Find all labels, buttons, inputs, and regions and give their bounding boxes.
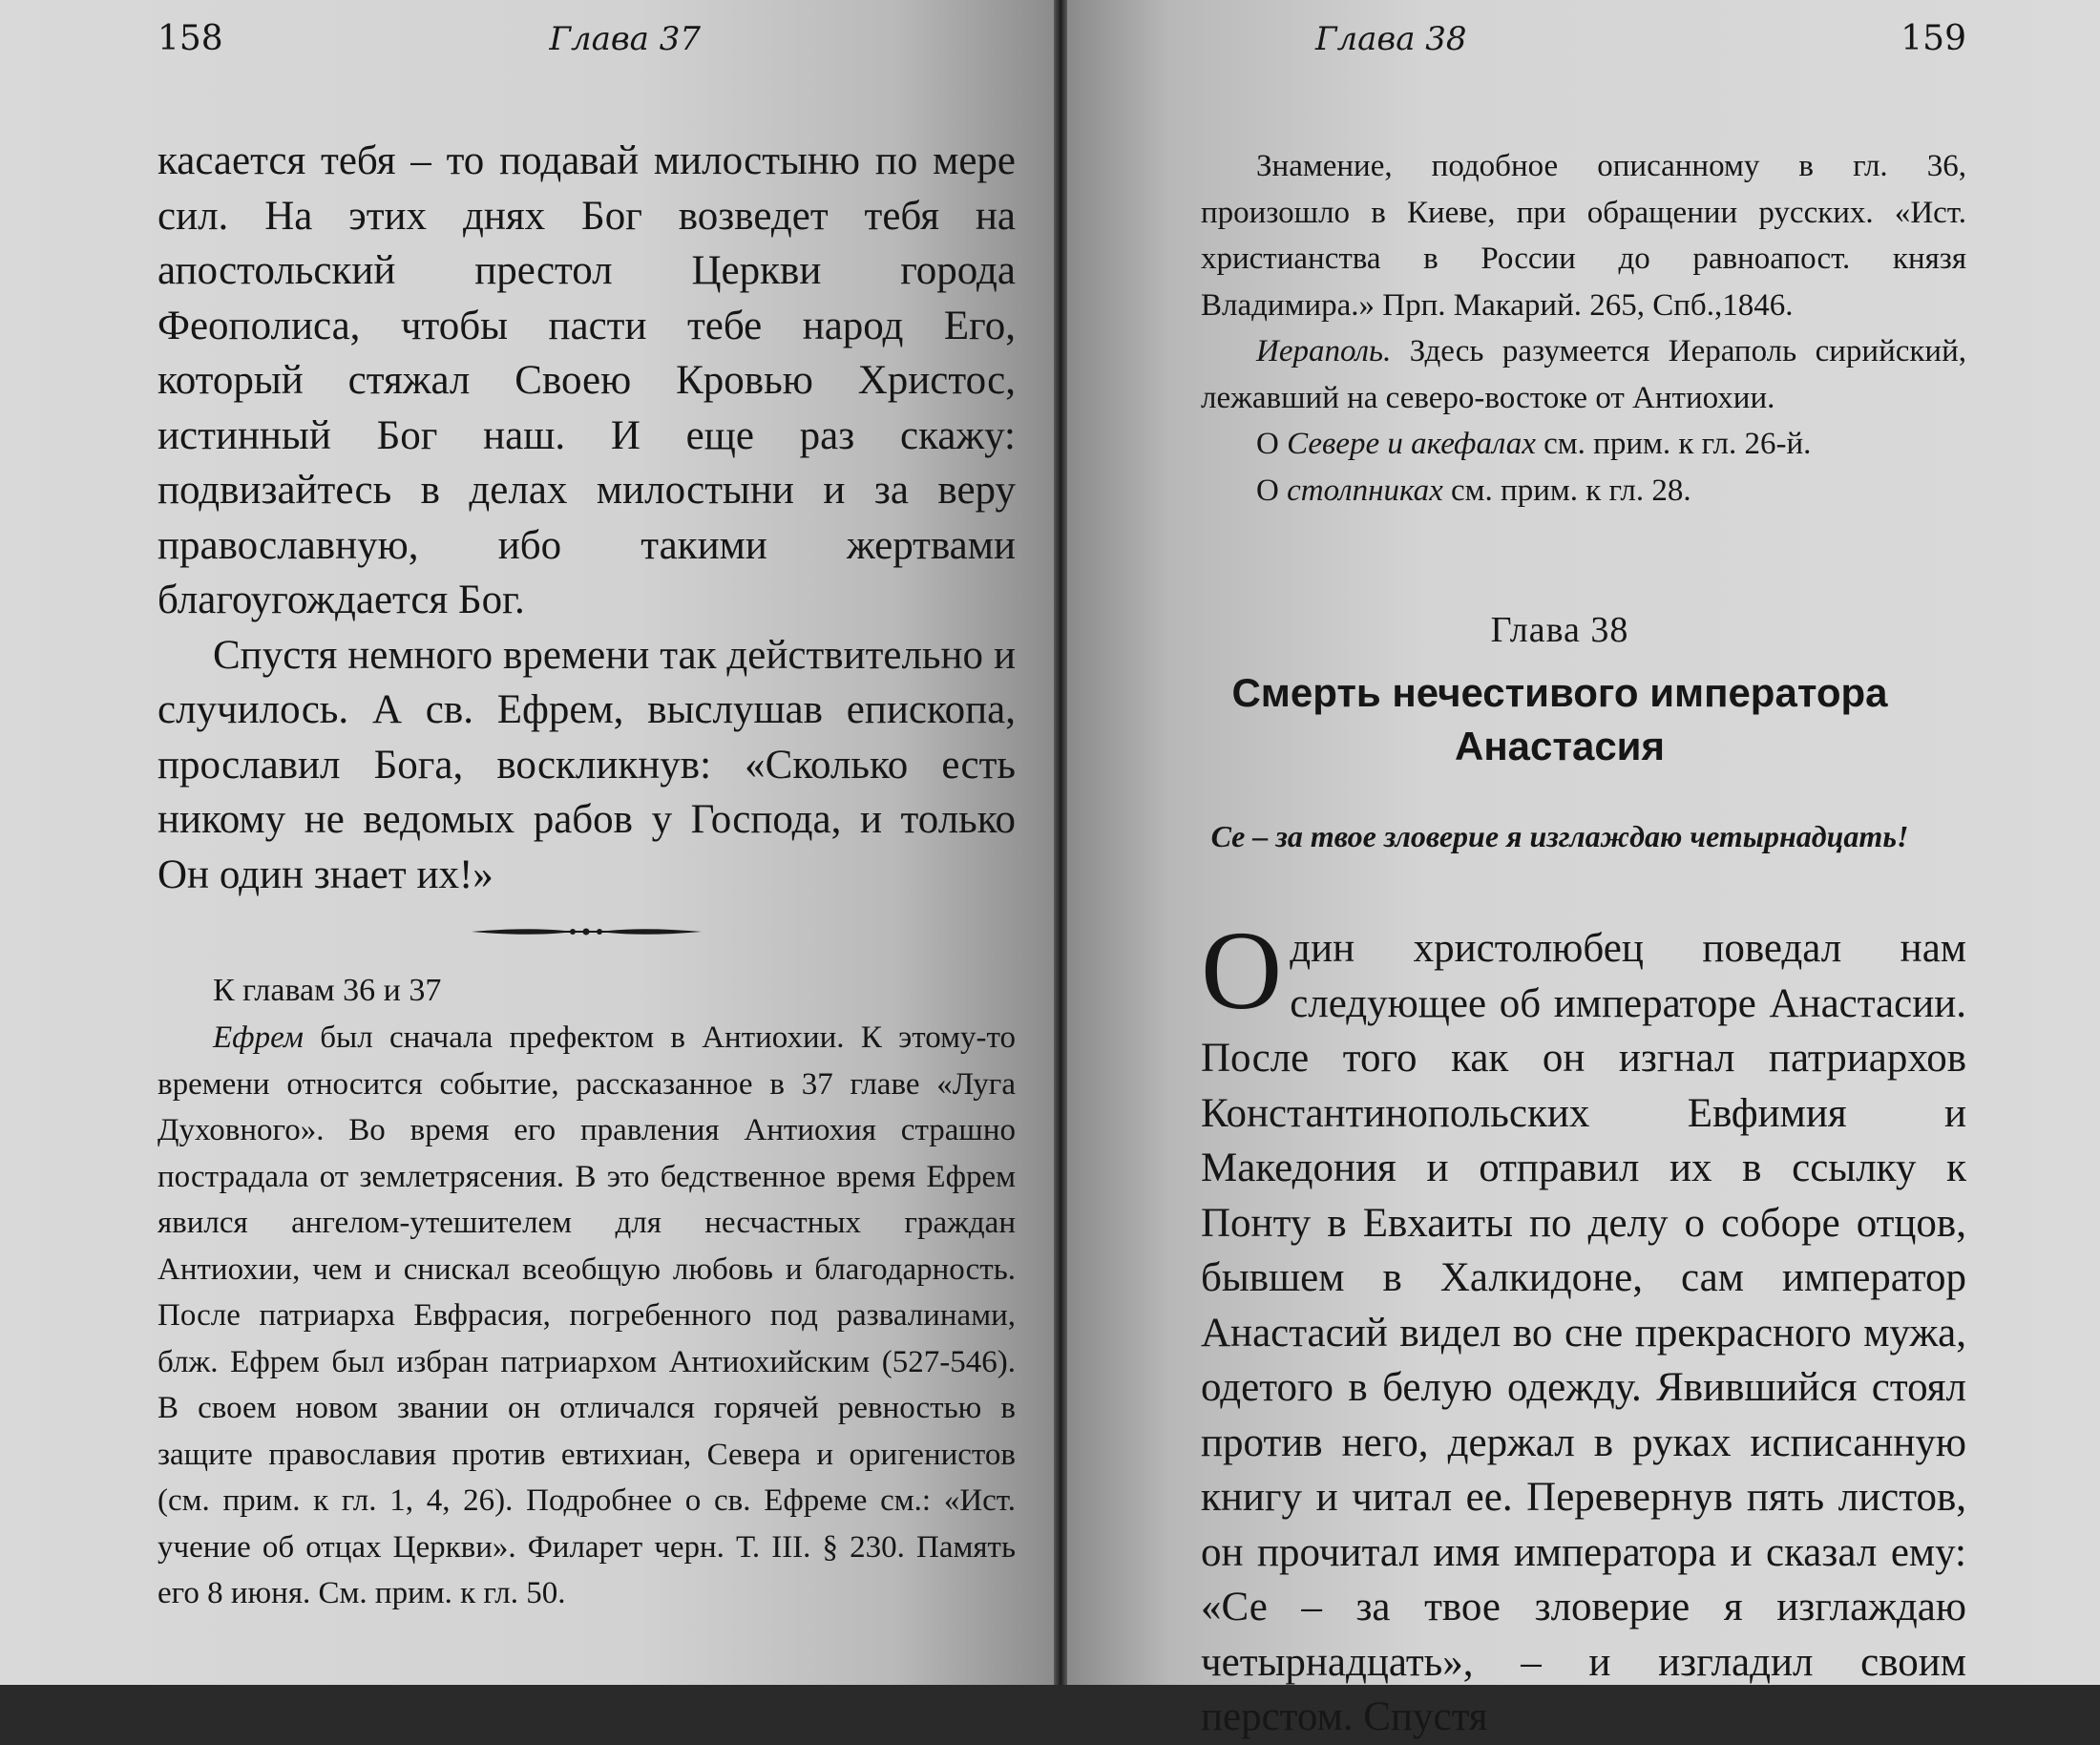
running-title-right: Глава 38	[1315, 20, 1467, 58]
left-running-head	[158, 19, 1016, 84]
paragraph-2: Спустя немного времени так действительно и случилось. А св. Ефрем, выслушав епископа, прославил Бога, воскликнув: «Сколько есть никому не ведомых рабов у Господа, и только Он один знает их!»	[158, 632, 1016, 897]
note-text: был сначала префектом в Антиохии. К этому-то времени относится событие, рассказанное в 37 главе «Луга Духовного». Во время его правления Антиохия страшно пострадала от землетрясения. В это бедственное время Ефрем явился ангелом-утешителем для несчастных граждан Антиохии, чем и снискал всеобщую любовь и благодарность. После патриарха Евфрасия, погребенного под развалинами, блж. Ефрем был избран патриархом Антиохийским (527-546). В своем новом звании он отличался горячей ревностью в защите православия против евтихиан, Севера и оригенистов (см. прим. к гл. 1, 4, 26). Подробнее о св. Ефреме см.: «Ист. учение об отцах Церкви». Филарет черн. Т. III. § 230. Память его 8 июня. См. прим. к гл. 50.	[158, 1020, 1016, 1610]
paragraph-1: касается тебя – то подавай милостыню по мере сил. На этих днях Бог возведет тебя на апостольский престол Церкви города Феополиса, чтобы пасти тебе народ Его, который стяжал Своею Кровью Христос, истинный Бог наш. И еще раз скажу: подвизайтесь в делах милостыни и за веру православную, ибо такими жертвами благоугождается Бог.	[158, 138, 1016, 622]
note-text: см. прим. к гл. 26-й.	[1535, 427, 1812, 461]
left-page	[0, 0, 1054, 1685]
note-text: см. прим. к гл. 28.	[1442, 473, 1691, 508]
chapter-title	[1096, 666, 1966, 773]
chapter-body-text: дин христолюбец поведал нам следующее об императоре Анастасии. После того как он изгнал патриархов Константинопольских Евфимия и Македония и отправил их в ссылку к Понту в Евхаиты по делу о соборе отцов, бывшем в Халкидоне, сам император Анастасий видел во сне прекрасного мужа, одетого в белую одежду. Явившийся стоял против него, держал в руках исписанную книгу и читал ее. Перевернув пять листов, он прочитал имя императора и сказал ему: «Се – за твое зловерие я изглаждаю четырнадцать», – и изгладил своим перстом. Спустя	[1201, 926, 1966, 1739]
page-number-right: 159	[1900, 19, 1966, 58]
note-text: Здесь разумеется Иераполь сирийский, лежавший на северо-востоке от Антиохии.	[1201, 334, 1966, 415]
epigraph: Се – за твое зловерие я изглаждаю четырнадцать!	[1210, 819, 1909, 853]
note-znamenie: Знамение, подобное описанному в гл. 36, произошло в Киеве, при обращении русских. «Ист. христианства в России до равноапост. князя Владимира.» Прп. Макарий. 265, Спб.,1846.	[1201, 149, 1966, 323]
note-term: Севере и акефалах	[1287, 427, 1536, 461]
chapter-title-line2: Анастасия	[1454, 724, 1666, 768]
note-term: столпниках	[1287, 473, 1443, 508]
chapter-paragraph	[1201, 908, 1966, 1745]
note-prefix: О	[1256, 473, 1288, 508]
chapter-body	[1096, 908, 1966, 1745]
drop-cap: О	[1201, 908, 1283, 1033]
note-ierapol	[1201, 328, 1966, 421]
notes-heading: К главам 36 и 37	[213, 973, 442, 1008]
right-notes	[1096, 143, 1966, 514]
note-efrem	[158, 1015, 1016, 1617]
note-prefix: О	[1256, 427, 1288, 461]
note-term: Ефрем	[213, 1020, 304, 1055]
page-number-left: 158	[158, 19, 223, 58]
note-term: Иераполь.	[1256, 334, 1392, 368]
running-title-left: Глава 37	[549, 20, 701, 58]
chapter-number: Глава 38	[1490, 610, 1629, 650]
ornament-divider-icon	[470, 923, 704, 940]
note-stolpniki	[1201, 468, 1966, 515]
right-page	[1067, 0, 2100, 1739]
note-severe	[1201, 421, 1966, 468]
right-running-head	[1096, 19, 1966, 84]
book-gutter	[1054, 0, 1067, 1685]
chapter-title-line1: Смерть нечестивого императора	[1231, 670, 1888, 715]
